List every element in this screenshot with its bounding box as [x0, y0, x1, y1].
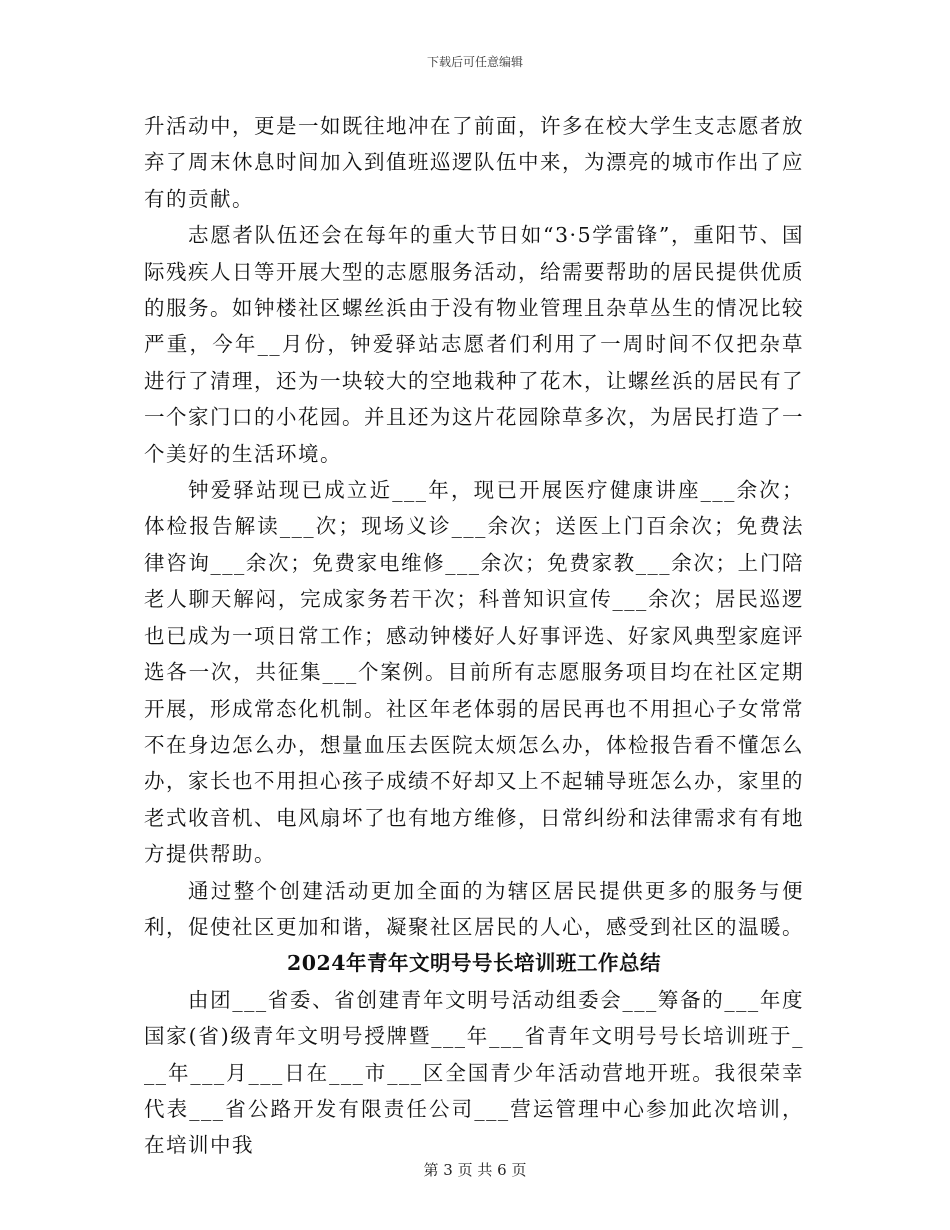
paragraph-2: 志愿者队伍还会在每年的重大节日如“3·5学雷锋”，重阳节、国际残疾人日等开展大型的志愿服务活动，给需要帮助的居民提供优质的服务。如钟楼社区螺丝浜由于没有物业管理且杂草丛生的情况比较严重，今年__月份，钟爱驿站志愿者们利用了一周时间不仅把杂草进行了清理，还为一块较大的空地栽种了花木，让螺丝浜的居民有了一个家门口的小花园。并且还为这片花园除草多次，为居民打造了一个美好的生活环境。 [144, 223, 804, 466]
paragraph-4: 通过整个创建活动更加全面的为辖区居民提供更多的服务与便利，促使社区更加和谐，凝聚社区居民的人心，感受到社区的温暖。 [144, 878, 804, 939]
paragraph-1: 升活动中，更是一如既往地冲在了前面，许多在校大学生支志愿者放弃了周末休息时间加入到值班巡逻队伍中来，为漂亮的城市作出了应有的贡献。 [144, 114, 804, 211]
document-body [144, 108, 804, 1164]
page-footer: 第 3 页 共 6 页 [423, 1161, 527, 1179]
paragraph-3: 钟爱驿站现已成立近___年，现已开展医疗健康讲座___余次；体检报告解读___次；现场义诊___余次；送医上门百余次；免费法律咨询___余次；免费家电维修___余次；免费家教___余次；上门陪老人聊天解闷，完成家务若干次；科普知识宣传___余次；居民巡逻也已成为一项日常工作；感动钟楼好人好事评选、好家风典型家庭评选各一次，共征集___个案例。目前所有志愿服务项目均在社区定期开展，形成常态化机制。社区年老体弱的居民再也不用担心子女常常不在身边怎么办，想量血压去医院太烦怎么办，体检报告看不懂怎么办，家长也不用担心孩子成绩不好却又上不起辅导班怎么办，家里的老式收音机、电风扇坏了也有地方维修，日常纠纷和法律需求有有地方提供帮助。 [144, 478, 804, 867]
section-title: 2024年青年文明号号长培训班工作总结 [286, 951, 662, 976]
page-header: 下载后可任意编辑 [426, 55, 523, 69]
paragraph-5: 由团___省委、省创建青年文明号活动组委会___筹备的___年度国家(省)级青年文明号授牌暨___年___省青年文明号号长培训班于___年___月___日在___市___区全国青少年活动营地开班。我很荣幸代表___省公路开发有限责任公司___营运管理中心参加此次培训，在培训中我 [144, 987, 804, 1158]
